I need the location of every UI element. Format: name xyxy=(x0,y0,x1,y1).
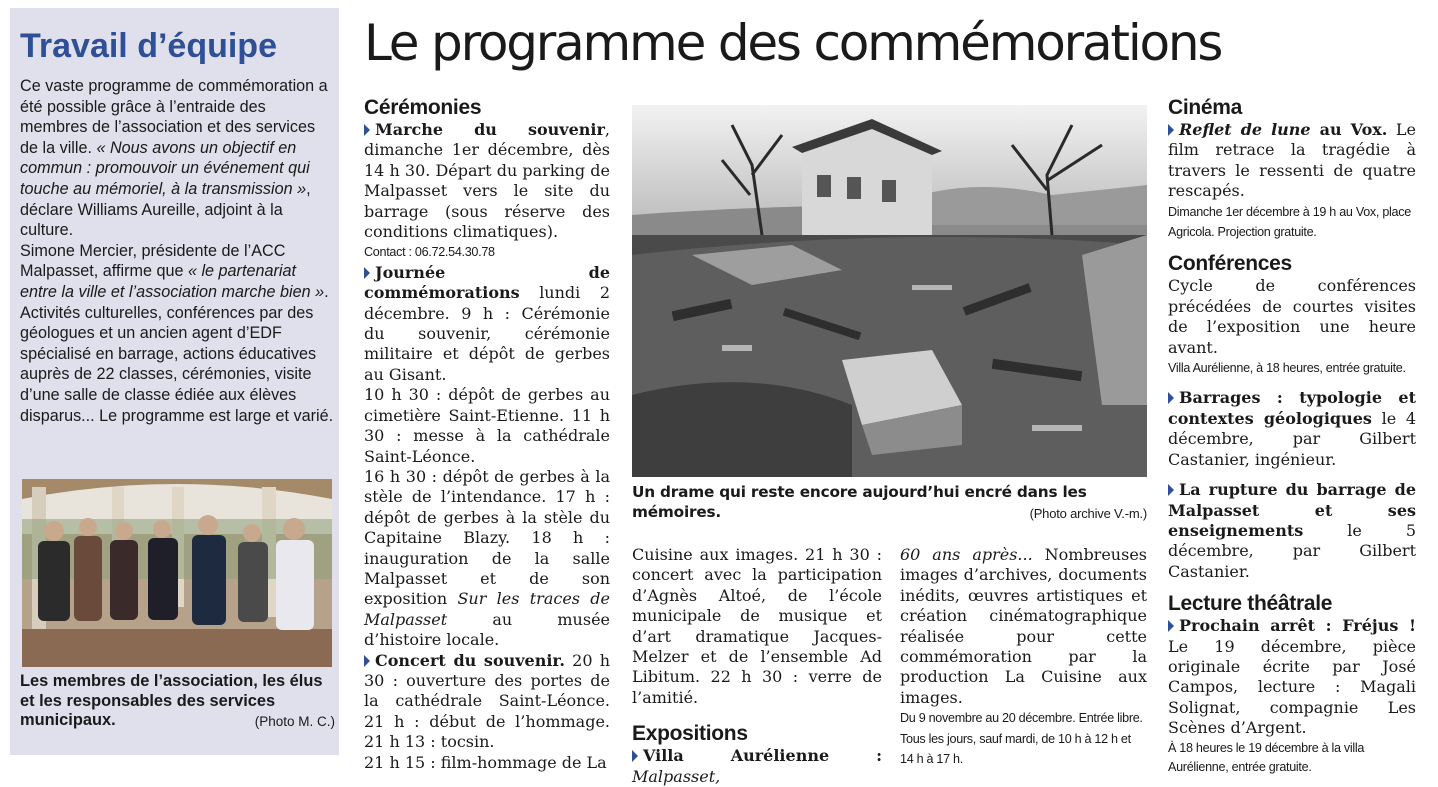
photo-credit: (Photo archive V.-m.) xyxy=(1029,506,1147,521)
photo-credit: (Photo M. C.) xyxy=(254,714,335,729)
arrow-icon xyxy=(364,267,370,279)
column-2: Cuisine aux images. 21 h 30 : concert avec la participation d’Agnès Altoé, de l’école municipale de musique et d’art dramatique Jacques-Melzer et de l’ensemble Ad Libitum. 22 h 30 : verre de l’amitié. Expositions Villa Aurélienne : Malpasset, xyxy=(632,545,882,786)
exposition-info: Du 9 novembre au 20 décembre. Entrée libre. Tous les jours, sauf mardi, de 10 h à 12 h et 14 h à 17 h. xyxy=(900,711,1143,767)
column-3: 60 ans après... Nombreuses images d’archives, documents inédits, œuvres artistiques et création cinématographique réalisée pour cette commémoration par la production La Cuisine aux images. Du 9 novembre au 20 décembre. Entrée libre. Tous les jours, sauf mardi, de 10 h à 12 h et 14 h à 17 h. xyxy=(900,545,1147,769)
sidebar-text: Ce vaste programme de commémoration a été possible grâce à l’entraide des membres de l’association et des services de la ville. « Nous avons un objectif en commun : promouvoir un événement qui touche au mémoriel, à la transmission », déclare Williams Aureille, adjoint à la culture. Simone Mercier, présidente de l’ACC Malpasset, affirme que « le partenariat entre la ville et l’association marche bien ». Activités culturelles, conférences par des géologues et un ancien agent d’EDF spécialisé en barrage, actions éducatives auprès de 22 classes, cérémonies, visite d’une salle de classe édiée aux élèves disparus... Le programme est large et varié. xyxy=(20,77,334,425)
column-4: Cinéma Reflet de lune au Vox. Le film retrace la tragédie à travers le ressenti de quatre rescapés. Dimanche 1er décembre à 19 h au Vox, place Agricola. Projection gratuite. Conférences Cycle de conférences précédées de courtes visites de l’exposition une heure avant. Villa Aurélienne, à 18 heures, entrée gratuite. Barrages : typologie et contextes géologiques le 4 décembre, par Gilbert Castanier, ingénieur. La rupture du barrage de Malpasset et ses enseignements le 5 décembre, par Gilbert Castanier. Lecture théâtrale Prochain arrêt : Fréjus ! Le 19 décembre, pièce originale écrite par José Campos, lecture : Magali Solignat, compagnie Les Scènes d’Argent. À 18 heures le 19 décembre à la villa Aurélienne, entrée gratuite. xyxy=(1168,96,1416,774)
section-heading-lecture: Lecture théâtrale xyxy=(1168,592,1333,616)
arrow-icon xyxy=(364,655,370,667)
column-ceremonies: Cérémonies Marche du souvenir, dimanche 1er décembre, dès 14 h 30. Départ du parking de Malpasset vers le site du barrage (sous réserve des conditions climatiques). Contact : 06.72.54.30.78 Journée de commémorations lundi 2 décembre. 9 h : Cérémonie du souvenir, cérémonie militaire et dépôt de gerbes au Gisant. 10 h 30 : dépôt de gerbes au cimetière Saint-Etienne. 11 h 30 : messe à la cathédrale Saint-Léonce. 16 h 30 : dépôt de gerbes à la stèle de l’intendance. 17 h : dépôt de gerbes à la stèle du Capitaine Blazy. 18 h : inauguration de la salle Malpasset et de son exposition Sur les traces de Malpasset au musée d’histoire locale. Concert du souvenir. 20 h 30 : ouverture des portes de la cathédrale Saint-Léonce. 21 h : début de l’hommage. 21 h 13 : tocsin. 21 h 15 : film-hommage de La xyxy=(364,96,611,772)
section-heading-conferences: Conférences xyxy=(1168,252,1292,276)
contact-line: Contact : 06.72.54.30.78 xyxy=(364,245,495,260)
archive-photo-caption: Un drame qui reste encore aujourd’hui encré dans les mémoires. (Photo archive V.-m.) xyxy=(632,482,1147,524)
arrow-icon xyxy=(364,124,370,136)
headline: Le programme des commémorations xyxy=(364,14,1222,72)
archive-photo xyxy=(632,105,1147,477)
sidebar-title: Travail d’équipe xyxy=(20,27,277,65)
arrow-icon xyxy=(1168,484,1174,496)
arrow-icon xyxy=(1168,392,1174,404)
section-heading-expositions: Expositions xyxy=(632,722,748,746)
archive-photo-image xyxy=(632,105,1147,477)
group-photo-caption: Les membres de l’association, les élus et les responsables des services municipaux. (Photo M. C.) xyxy=(20,672,335,732)
group-photo xyxy=(22,479,332,667)
arrow-icon xyxy=(1168,124,1174,136)
section-heading-ceremonies: Cérémonies xyxy=(364,96,482,119)
section-heading-cinema: Cinéma xyxy=(1168,96,1243,119)
group-photo-image xyxy=(22,479,332,667)
sidebar-box xyxy=(10,8,339,755)
arrow-icon xyxy=(632,750,638,762)
arrow-icon xyxy=(1168,620,1174,632)
